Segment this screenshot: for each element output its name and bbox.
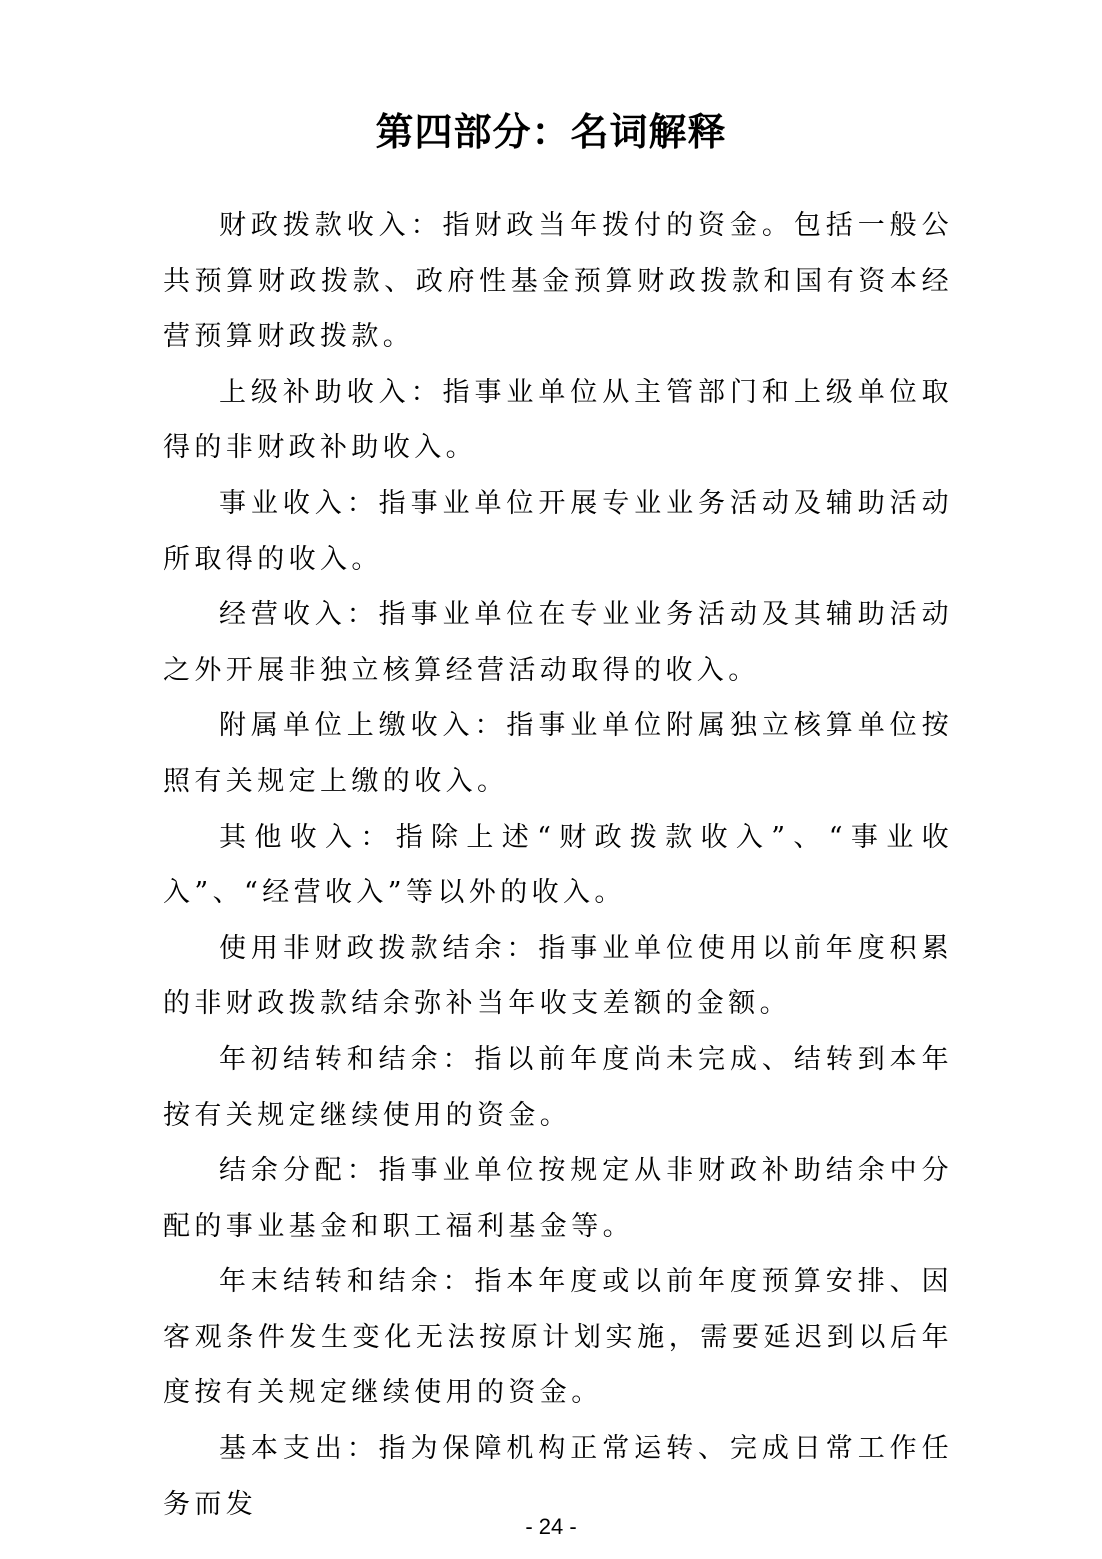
paragraph-opening-carryover: 年初结转和结余：指以前年度尚未完成、结转到本年按有关规定继续使用的资金。 — [163, 1043, 953, 1131]
page-number: - 24 - — [525, 1514, 577, 1539]
paragraph-fiscal-appropriation-income: 财政拨款收入：指财政当年拨付的资金。包括一般公共预算财政拨款、政府性基金预算财政拨款和国有资本经营预算财政拨款。 — [163, 210, 953, 353]
page-title: 第四部分：名词解释 — [375, 110, 727, 154]
paragraph-closing-carryover: 年末结转和结余：指本年度或以前年度预算安排、因客观条件发生变化无法按原计划实施，需要延迟到以后年度按有关规定继续使用的资金。 — [163, 1266, 953, 1409]
paragraph-affiliated-unit-remittance: 附属单位上缴收入：指事业单位附属独立核算单位按照有关规定上缴的收入。 — [163, 710, 953, 797]
paragraph-basic-expenditure: 基本支出：指为保障机构正常运转、完成日常工作任务而发 — [163, 1433, 953, 1520]
paragraph-non-fiscal-balance-use: 使用非财政拨款结余：指事业单位使用以前年度积累的非财政拨款结余弥补当年收支差额的金额。 — [163, 932, 953, 1020]
paragraph-business-income: 事业收入：指事业单位开展专业业务活动及辅助活动所取得的收入。 — [163, 487, 953, 575]
paragraph-superior-subsidy-income: 上级补助收入：指事业单位从主管部门和上级单位取得的非财政补助收入。 — [163, 376, 953, 464]
paragraph-surplus-distribution: 结余分配：指事业单位按规定从非财政补助结余中分配的事业基金和职工福利基金等。 — [163, 1155, 953, 1242]
paragraph-other-income: 其他收入：指除上述“财政拨款收入”、“事业收入”、“经营收入”等以外的收入。 — [163, 821, 953, 909]
paragraph-operating-income: 经营收入：指事业单位在专业业务活动及其辅助活动之外开展非独立核算经营活动取得的收入。 — [163, 599, 953, 686]
document-body — [163, 198, 953, 1532]
